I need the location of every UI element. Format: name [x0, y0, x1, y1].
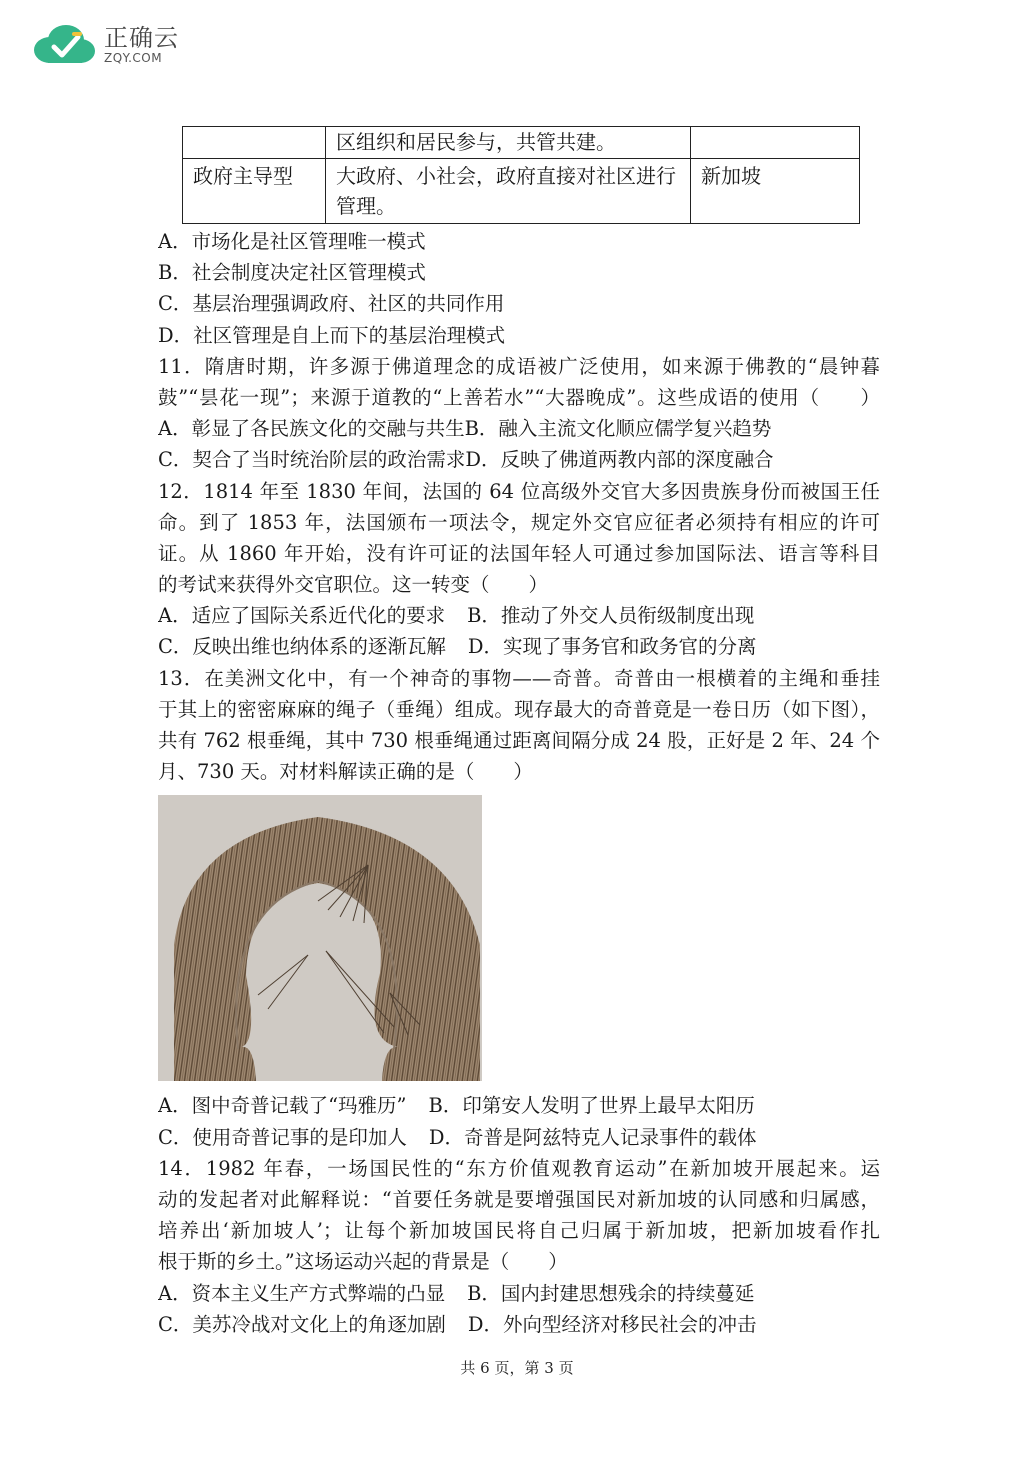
table-cell-type: 政府主导型: [183, 159, 326, 224]
table-cell-line: 管理。: [336, 194, 396, 218]
brand-name: 正确云: [104, 24, 179, 52]
q14-options-ab: [158, 1278, 880, 1309]
q12-stem-line: 的考试来获得外交官职位。这一转变（ ）: [158, 573, 549, 597]
q13-stem-line: 月、730 天。对材料解读正确的是（ ）: [158, 760, 533, 784]
q11-stem-line: 11．隋唐时期，许多源于佛道理念的成语被广泛使用，如来源于佛教的“晨钟暮: [158, 354, 880, 378]
table-cell-country: 新加坡: [691, 159, 860, 224]
q10-option-a: A．市场化是社区管理唯一模式: [158, 230, 426, 253]
cloud-check-icon: [30, 22, 98, 68]
q12-option-c: C．反映出维也纳体系的逐渐瓦解: [158, 635, 446, 659]
table-cell-country: [691, 127, 860, 159]
q14-stem-line: 动的发起者对此解释说：“首要任务就是要增强国民对新加坡的认同感和归属感，: [158, 1187, 880, 1211]
brand-logo: [30, 22, 179, 68]
q12-options-ab: [158, 600, 880, 631]
q12-option-a: A．适应了国际关系近代化的要求: [158, 604, 446, 628]
community-model-table: [182, 126, 860, 224]
q14-option-d: D．外向型经济对移民社会的冲击: [467, 1312, 757, 1336]
q13-option-c: C．使用奇普记事的是印加人: [158, 1125, 407, 1149]
q13-option-b: B．印第安人发明了世界上最早太阳历: [428, 1094, 755, 1118]
quipu-photo: [158, 795, 482, 1081]
q10-option-d: D．社区管理是自上而下的基层治理模式: [158, 323, 506, 347]
table-cell-line: 大政府、小社会，政府直接对社区进行: [336, 164, 676, 188]
q11-option-c: C．契合了当时统治阶层的政治需求: [158, 448, 466, 472]
q14-stem-line: 14．1982 年春，一场国民性的“东方价值观教育运动”在新加坡开展起来。运: [158, 1156, 880, 1180]
q14-stem-line: 培养出‘新加坡人’；让每个新加坡国民将自己归属于新加坡，把新加坡看作扎: [158, 1219, 880, 1243]
q12-stem-line: 证。从 1860 年开始，没有许可证的法国年轻人可通过参加国际法、语言等科目: [158, 541, 880, 565]
brand-domain: ZQY.COM: [104, 51, 163, 65]
q11-stem-line: 鼓”“昙花一现”；来源于道教的“上善若水”“大器晚成”。这些成语的使用（ ）: [158, 385, 880, 409]
q12-option-b: B．推动了外交人员衔级制度出现: [467, 604, 755, 628]
q13-option-d: D．奇普是阿兹特克人记录事件的载体: [428, 1125, 757, 1149]
q11-option-d: D．反映了佛道两教内部的深度融合: [465, 448, 774, 472]
q14-option-c: C．美苏冷战对文化上的角逐加剧: [158, 1312, 446, 1336]
q13-stem-line: 于其上的密密麻麻的绳子（垂绳）组成。现存最大的奇普竟是一卷日历（如下图），: [158, 697, 880, 721]
table-cell-type: [183, 127, 326, 159]
q11-option-b: B．融入主流文化顺应儒学复兴趋势: [464, 417, 772, 441]
q14-options-cd: [158, 1309, 880, 1340]
page-footer: 共 6 页，第 3 页: [460, 1359, 574, 1377]
q14-option-b: B．国内封建思想残余的持续蔓延: [467, 1281, 755, 1305]
q13-options-cd: [158, 1122, 880, 1153]
q14-stem-line: 根于斯的乡土。”这场运动兴起的背景是（ ）: [158, 1250, 568, 1274]
q13-stem-line: 13．在美洲文化中，有一个神奇的事物——奇普。奇普由一根横着的主绳和垂挂: [158, 666, 880, 690]
q11-options-ab: [158, 413, 880, 444]
table-row: [183, 159, 860, 224]
q13-option-a: A．图中奇普记载了“玛雅历”: [158, 1094, 407, 1118]
q12-option-d: D．实现了事务官和政务官的分离: [467, 635, 757, 659]
q11-option-a: A．彰显了各民族文化的交融与共生: [158, 417, 465, 441]
q12-options-cd: [158, 631, 880, 662]
q11-options-cd: [158, 444, 880, 475]
table-cell-feature: [326, 159, 691, 224]
q10-option-c: C．基层治理强调政府、社区的共同作用: [158, 292, 505, 316]
q10-option-b: B．社会制度决定社区管理模式: [158, 261, 426, 285]
q12-stem-line: 12．1814 年至 1830 年间，法国的 64 位高级外交官大多因贵族身份而被国王任: [158, 479, 880, 503]
table-row: [183, 127, 860, 159]
q12-stem-line: 命。到了 1853 年，法国颁布一项法令，规定外交官应征者必须持有相应的许可: [158, 510, 880, 534]
q13-stem-line: 共有 762 根垂绳，其中 730 根垂绳通过距离间隔分成 24 股，正好是 2 年、24 个: [158, 729, 880, 752]
table-cell-feature: 区组织和居民参与，共管共建。: [326, 127, 691, 159]
q14-option-a: A．资本主义生产方式弊端的凸显: [158, 1281, 446, 1305]
q13-options-ab: [158, 1090, 880, 1121]
question-content: [158, 226, 880, 1340]
